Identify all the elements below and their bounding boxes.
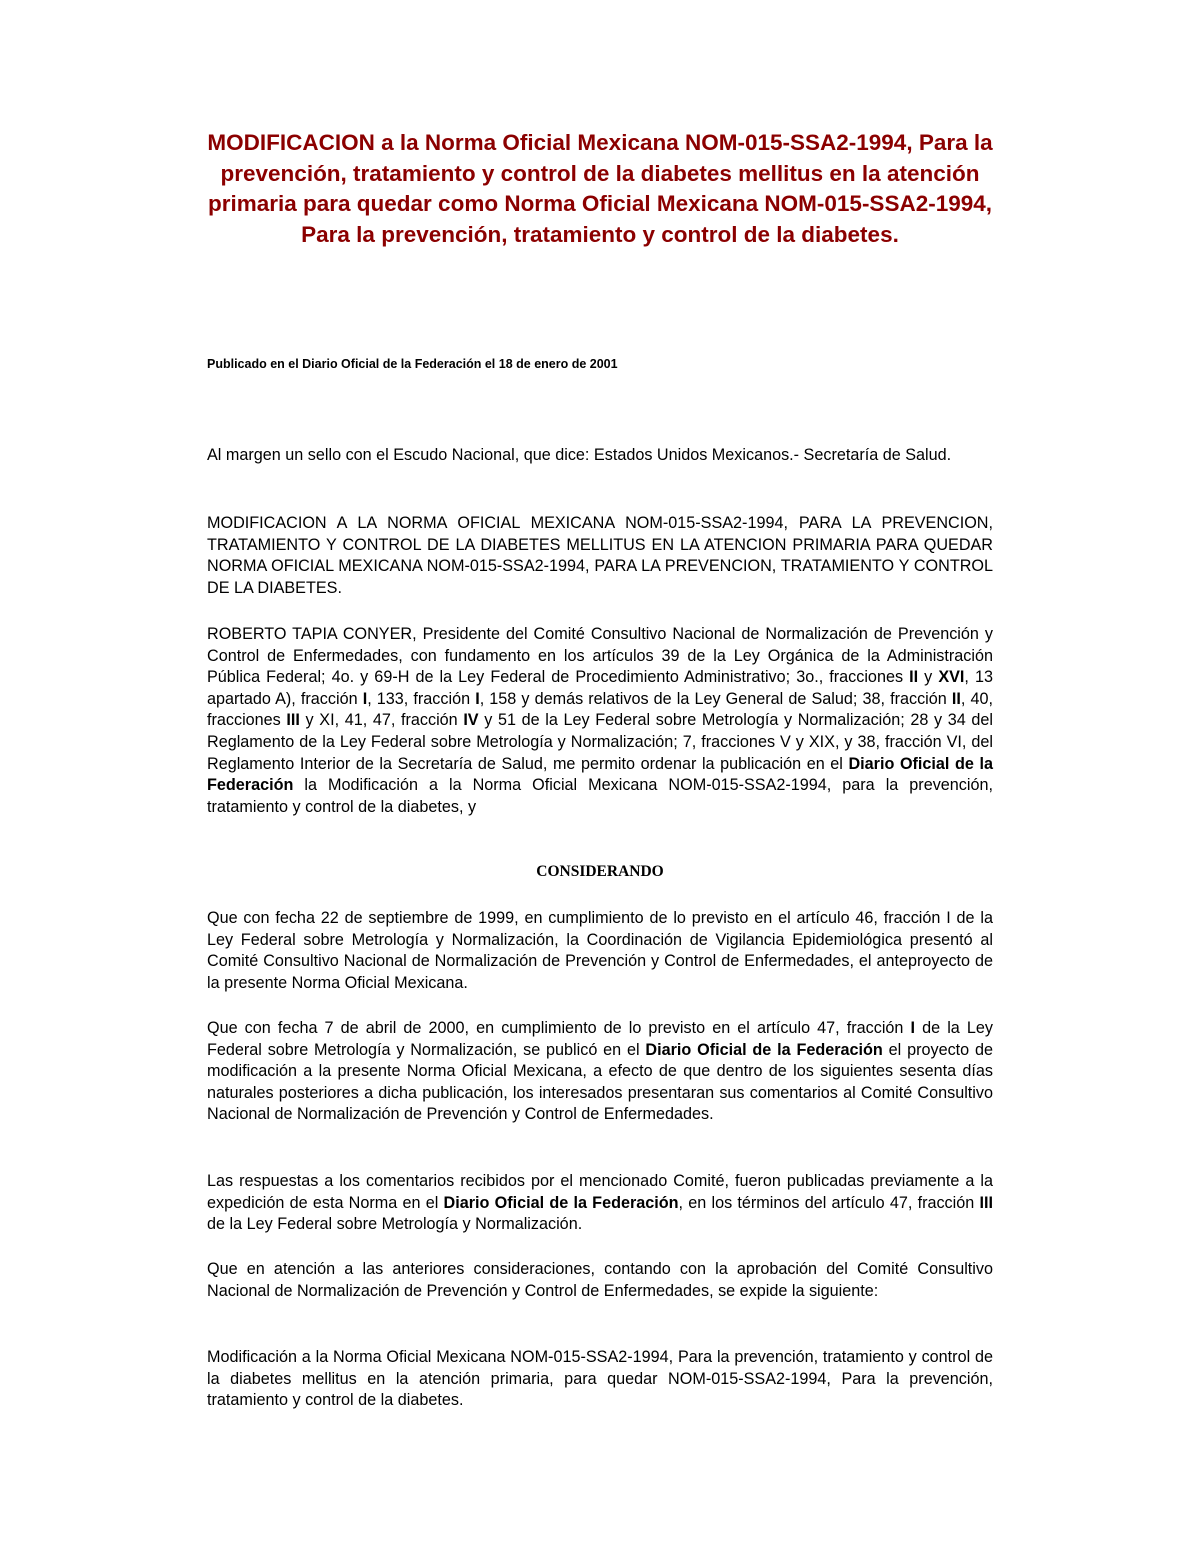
caps-title-paragraph: MODIFICACION A LA NORMA OFICIAL MEXICANA NOM-015-SSA2-1994, PARA LA PREVENCION, TRATAMIENTO Y CONTROL DE LA DIABETES MELLITUS EN LA ATENCION PRIMARIA PARA QUEDAR NORMA OFICIAL MEXICANA NOM-015-SSA2-1994, PARA LA PREVENCION, TRATAMIENTO Y CONTROL DE LA DIABETES. [207,514,993,597]
publication-note: Publicado en el Diario Oficial de la Federación el 18 de enero de 2001 [207,357,618,371]
considerando-paragraph-1: Que con fecha 22 de septiembre de 1999, en cumplimiento de lo previsto en el artículo 46, fracción I de la Ley Federal sobre Metrología y Normalización, la Coordinación de Vigilancia Epidemiológica presentó al Comité Consultivo Nacional de Normalización de Prevención y Control de Enfermedades, el anteproyecto de la presente Norma Oficial Mexicana. [207,909,993,992]
signatory-paragraph: ROBERTO TAPIA CONYER, Presidente del Comité Consultivo Nacional de Normalización de Prevención y Control de Enfermedades, con fundamento en los artículos 39 de la Ley Orgánica de la Administración Pública Federal; 4o. y 69-H de la Ley Federal de Procedimiento Administrativo; 3o., fracciones II y XVI, 13 apartado A), fracción I, 133, fracción I, 158 y demás relativos de la Ley General de Salud; 38, fracción II, 40, fracciones III y XI, 41, 47, fracción IV y 51 de la Ley Federal sobre Metrología y Normalización; 28 y 34 del Reglamento de la Ley Federal sobre Metrología y Normalización; 7, fracciones V y XIX, y 38, fracción VI, del Reglamento Interior de la Secretaría de Salud, me permito ordenar la publicación en el Diario Oficial de la Federación la Modificación a la Norma Oficial Mexicana NOM-015-SSA2-1994, para la prevención, tratamiento y control de la diabetes, y [207,625,994,816]
considerando-paragraph-3: Las respuestas a los comentarios recibidos por el mencionado Comité, fueron publicadas previamente a la expedición de esta Norma en el Diario Oficial de la Federación, en los términos del artículo 47, fracción III de la Ley Federal sobre Metrología y Normalización. [207,1172,993,1234]
considerando-paragraph-2: Que con fecha 7 de abril de 2000, en cumplimiento de lo previsto en el artículo 47, fracción I de la Ley Federal sobre Metrología y Normalización, se publicó en el Diario Oficial de la Federación el proyecto de modificación a la presente Norma Oficial Mexicana, a efecto de que dentro de los siguientes sesenta días naturales posteriores a dicha publicación, los interesados presentaran sus comentarios al Comité Consultivo Nacional de Normalización de Prevención y Control de Enfermedades. [207,1019,993,1124]
considerando-heading: CONSIDERANDO [536,863,664,880]
considerando-paragraph-4: Que en atención a las anteriores consideraciones, contando con la aprobación del Comité Consultivo Nacional de Normalización de Prevención y Control de Enfermedades, se expide la siguiente: [207,1260,993,1300]
document-title: MODIFICACION a la Norma Oficial Mexicana NOM-015-SSA2-1994, Para la prevención, tratamiento y control de la diabetes mellitus en la atención primaria para quedar como Norma Oficial Mexicana NOM-015-SSA2-1994, Para la prevención, tratamiento y control de la diabetes. [207,130,993,247]
final-paragraph: Modificación a la Norma Oficial Mexicana NOM-015-SSA2-1994, Para la prevención, tratamiento y control de la diabetes mellitus en la atención primaria, para quedar NOM-015-SSA2-1994, Para la prevención, tratamiento y control de la diabetes. [207,1348,993,1410]
intro-paragraph: Al margen un sello con el Escudo Nacional, que dice: Estados Unidos Mexicanos.- Secretaría de Salud. [207,446,952,464]
